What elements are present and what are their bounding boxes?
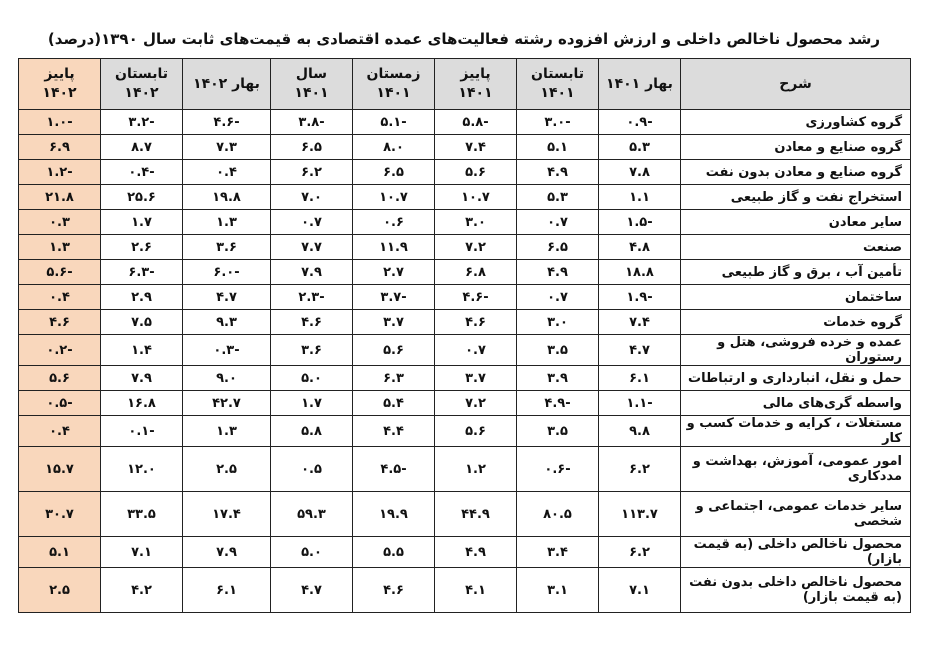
cell-value: ۵.۵ bbox=[353, 537, 435, 568]
row-label: عمده و خرده فروشی، هتل و رستوران bbox=[681, 335, 911, 366]
cell-value: ۳.۰ bbox=[435, 210, 517, 235]
cell-value: ۲.۵ bbox=[183, 447, 271, 492]
cell-value: ۵.۸ bbox=[271, 416, 353, 447]
table-row bbox=[19, 447, 911, 492]
cell-value: -۳.۷ bbox=[353, 285, 435, 310]
row-label: گروه کشاورزی bbox=[681, 110, 911, 135]
cell-value: ۴.۶ bbox=[435, 310, 517, 335]
row-label: صنعت bbox=[681, 235, 911, 260]
cell-value: ۳.۰ bbox=[517, 310, 599, 335]
cell-value: ۴۴.۹ bbox=[435, 492, 517, 537]
cell-value: ۳.۷ bbox=[435, 366, 517, 391]
cell-value: ۵۹.۳ bbox=[271, 492, 353, 537]
row-label: گروه خدمات bbox=[681, 310, 911, 335]
cell-value-highlighted: ۴.۶ bbox=[19, 310, 101, 335]
cell-value: -۳.۰ bbox=[517, 110, 599, 135]
cell-value-highlighted: ۲.۵ bbox=[19, 568, 101, 613]
cell-value: ۰.۷ bbox=[435, 335, 517, 366]
cell-value: ۰.۴ bbox=[183, 160, 271, 185]
cell-value: ۷.۹ bbox=[183, 537, 271, 568]
cell-value: ۱.۳ bbox=[183, 210, 271, 235]
row-label: سایر معادن bbox=[681, 210, 911, 235]
cell-value: ۰.۵ bbox=[271, 447, 353, 492]
cell-value-highlighted: -۰.۵ bbox=[19, 391, 101, 416]
column-header-period: زمستان ۱۴۰۱ bbox=[353, 59, 435, 110]
cell-value: ۸.۷ bbox=[101, 135, 183, 160]
cell-value: -۶.۳ bbox=[101, 260, 183, 285]
cell-value: ۰.۷ bbox=[271, 210, 353, 235]
cell-value: ۱.۲ bbox=[435, 447, 517, 492]
cell-value: ۶.۱ bbox=[183, 568, 271, 613]
cell-value: ۵.۳ bbox=[517, 185, 599, 210]
cell-value: ۳.۶ bbox=[271, 335, 353, 366]
table-row bbox=[19, 160, 911, 185]
column-header-description: شرح bbox=[681, 59, 911, 110]
cell-value: ۱۶.۸ bbox=[101, 391, 183, 416]
cell-value: ۱۷.۴ bbox=[183, 492, 271, 537]
cell-value: ۱۲.۰ bbox=[101, 447, 183, 492]
cell-value: ۲.۹ bbox=[101, 285, 183, 310]
cell-value: -۰.۶ bbox=[517, 447, 599, 492]
header-row bbox=[19, 59, 911, 110]
cell-value: ۱۹.۹ bbox=[353, 492, 435, 537]
cell-value-highlighted: ۵.۱ bbox=[19, 537, 101, 568]
cell-value: ۳.۵ bbox=[517, 335, 599, 366]
cell-value: -۰.۴ bbox=[101, 160, 183, 185]
cell-value: ۷.۹ bbox=[271, 260, 353, 285]
cell-value: -۱.۱ bbox=[599, 391, 681, 416]
table-row bbox=[19, 260, 911, 285]
cell-value: ۷.۲ bbox=[435, 391, 517, 416]
table-row bbox=[19, 185, 911, 210]
cell-value: ۴.۸ bbox=[599, 235, 681, 260]
cell-value: -۵.۸ bbox=[435, 110, 517, 135]
cell-value: ۱.۷ bbox=[271, 391, 353, 416]
cell-value: ۸.۰ bbox=[353, 135, 435, 160]
cell-value: -۵.۱ bbox=[353, 110, 435, 135]
row-label: امور عمومی، آموزش، بهداشت و مددکاری bbox=[681, 447, 911, 492]
row-label: محصول ناخالص داخلی بدون نفت (به قیمت بازار) bbox=[681, 568, 911, 613]
cell-value: ۶.۵ bbox=[353, 160, 435, 185]
cell-value: ۱۰.۷ bbox=[353, 185, 435, 210]
cell-value: ۱۸.۸ bbox=[599, 260, 681, 285]
cell-value: ۴.۹ bbox=[517, 260, 599, 285]
cell-value: ۵.۶ bbox=[435, 160, 517, 185]
table-row bbox=[19, 568, 911, 613]
cell-value: ۷.۵ bbox=[101, 310, 183, 335]
cell-value: ۳.۹ bbox=[517, 366, 599, 391]
table-row bbox=[19, 335, 911, 366]
cell-value: ۴.۹ bbox=[517, 160, 599, 185]
cell-value-highlighted: -۰.۲ bbox=[19, 335, 101, 366]
cell-value: ۴۲.۷ bbox=[183, 391, 271, 416]
cell-value-highlighted: ۱۵.۷ bbox=[19, 447, 101, 492]
row-label: گروه صنایع و معادن bbox=[681, 135, 911, 160]
cell-value: ۰.۷ bbox=[517, 210, 599, 235]
table-title: رشد محصول ناخالص داخلی و ارزش افزوده رشته فعالیت‌های عمده اقتصادی به قیمت‌های ثابت سال ۱۳۹۰(درصد) bbox=[47, 30, 881, 48]
cell-value: ۴.۹ bbox=[435, 537, 517, 568]
cell-value: ۶.۵ bbox=[517, 235, 599, 260]
cell-value: ۱۱.۹ bbox=[353, 235, 435, 260]
table-row bbox=[19, 110, 911, 135]
cell-value: -۰.۱ bbox=[101, 416, 183, 447]
cell-value: ۷.۲ bbox=[435, 235, 517, 260]
cell-value: ۳.۴ bbox=[517, 537, 599, 568]
cell-value: -۱.۹ bbox=[599, 285, 681, 310]
cell-value: ۷.۰ bbox=[271, 185, 353, 210]
cell-value: ۷.۱ bbox=[101, 537, 183, 568]
table-row bbox=[19, 416, 911, 447]
cell-value: ۷.۷ bbox=[271, 235, 353, 260]
column-header-period: بهار ۱۴۰۱ bbox=[599, 59, 681, 110]
column-header-period: تابستان ۱۴۰۱ bbox=[517, 59, 599, 110]
cell-value: ۰.۷ bbox=[517, 285, 599, 310]
table-body bbox=[19, 110, 911, 613]
cell-value: ۱.۷ bbox=[101, 210, 183, 235]
table-row bbox=[19, 210, 911, 235]
cell-value-highlighted: ۲۱.۸ bbox=[19, 185, 101, 210]
cell-value: ۴.۷ bbox=[599, 335, 681, 366]
cell-value-highlighted: ۶.۹ bbox=[19, 135, 101, 160]
cell-value: ۱۹.۸ bbox=[183, 185, 271, 210]
cell-value-highlighted: ۳۰.۷ bbox=[19, 492, 101, 537]
cell-value: ۲.۶ bbox=[101, 235, 183, 260]
cell-value: -۲.۳ bbox=[271, 285, 353, 310]
cell-value: -۰.۳ bbox=[183, 335, 271, 366]
cell-value: ۹.۳ bbox=[183, 310, 271, 335]
table-row bbox=[19, 391, 911, 416]
cell-value: ۴.۴ bbox=[353, 416, 435, 447]
cell-value: ۶.۵ bbox=[271, 135, 353, 160]
cell-value-highlighted: -۱.۲ bbox=[19, 160, 101, 185]
cell-value-highlighted: ۱.۳ bbox=[19, 235, 101, 260]
cell-value-highlighted: -۱.۰ bbox=[19, 110, 101, 135]
cell-value: ۱.۳ bbox=[183, 416, 271, 447]
table-row bbox=[19, 492, 911, 537]
cell-value: ۰.۶ bbox=[353, 210, 435, 235]
gdp-growth-table bbox=[18, 58, 911, 613]
row-label: مستغلات ، کرایه و خدمات کسب و کار bbox=[681, 416, 911, 447]
row-label: حمل و نقل، انبارداری و ارتباطات bbox=[681, 366, 911, 391]
cell-value: ۶.۳ bbox=[353, 366, 435, 391]
column-header-period: بهار ۱۴۰۲ bbox=[183, 59, 271, 110]
cell-value: ۸۰.۵ bbox=[517, 492, 599, 537]
cell-value: ۴.۲ bbox=[101, 568, 183, 613]
table-row bbox=[19, 366, 911, 391]
column-header-period: تابستان ۱۴۰۲ bbox=[101, 59, 183, 110]
table-row bbox=[19, 310, 911, 335]
row-label: استخراج نفت و گاز طبیعی bbox=[681, 185, 911, 210]
cell-value: ۴.۶ bbox=[353, 568, 435, 613]
cell-value: -۴.۹ bbox=[517, 391, 599, 416]
cell-value: ۹.۸ bbox=[599, 416, 681, 447]
cell-value: ۷.۴ bbox=[599, 310, 681, 335]
cell-value: ۵.۱ bbox=[517, 135, 599, 160]
row-label: محصول ناخالص داخلی (به قیمت بازار) bbox=[681, 537, 911, 568]
cell-value: -۶.۰ bbox=[183, 260, 271, 285]
cell-value: -۴.۶ bbox=[435, 285, 517, 310]
table-row bbox=[19, 135, 911, 160]
cell-value: ۲.۷ bbox=[353, 260, 435, 285]
cell-value: ۴.۷ bbox=[183, 285, 271, 310]
cell-value: ۳.۶ bbox=[183, 235, 271, 260]
cell-value-highlighted: ۰.۴ bbox=[19, 416, 101, 447]
cell-value: ۷.۱ bbox=[599, 568, 681, 613]
column-header-period: پاییز ۱۴۰۱ bbox=[435, 59, 517, 110]
cell-value: ۱.۱ bbox=[599, 185, 681, 210]
cell-value: ۵.۶ bbox=[353, 335, 435, 366]
cell-value: ۷.۸ bbox=[599, 160, 681, 185]
cell-value: ۱۰.۷ bbox=[435, 185, 517, 210]
row-label: تأمین آب ، برق و گاز طبیعی bbox=[681, 260, 911, 285]
cell-value: ۶.۲ bbox=[599, 537, 681, 568]
cell-value: ۶.۲ bbox=[271, 160, 353, 185]
row-label: ساختمان bbox=[681, 285, 911, 310]
column-header-period: پاییز ۱۴۰۲ bbox=[19, 59, 101, 110]
table-row bbox=[19, 235, 911, 260]
cell-value: ۶.۸ bbox=[435, 260, 517, 285]
cell-value: ۵.۶ bbox=[435, 416, 517, 447]
cell-value: ۵.۰ bbox=[271, 537, 353, 568]
row-label: واسطه گری‌های مالی bbox=[681, 391, 911, 416]
row-label: گروه صنایع و معادن بدون نفت bbox=[681, 160, 911, 185]
cell-value: ۴.۷ bbox=[271, 568, 353, 613]
cell-value: ۷.۹ bbox=[101, 366, 183, 391]
cell-value: -۱.۵ bbox=[599, 210, 681, 235]
cell-value: ۴.۶ bbox=[271, 310, 353, 335]
cell-value: -۰.۹ bbox=[599, 110, 681, 135]
cell-value: ۲۵.۶ bbox=[101, 185, 183, 210]
cell-value: -۴.۵ bbox=[353, 447, 435, 492]
cell-value: ۷.۴ bbox=[435, 135, 517, 160]
cell-value: ۳.۷ bbox=[353, 310, 435, 335]
cell-value: ۶.۲ bbox=[599, 447, 681, 492]
cell-value: ۶.۱ bbox=[599, 366, 681, 391]
cell-value: -۳.۲ bbox=[101, 110, 183, 135]
cell-value: ۴.۱ bbox=[435, 568, 517, 613]
cell-value-highlighted: ۵.۶ bbox=[19, 366, 101, 391]
cell-value: ۵.۳ bbox=[599, 135, 681, 160]
cell-value: ۳۳.۵ bbox=[101, 492, 183, 537]
row-label: سایر خدمات عمومی، اجتماعی و شخصی bbox=[681, 492, 911, 537]
cell-value: ۱۱۳.۷ bbox=[599, 492, 681, 537]
cell-value: -۳.۸ bbox=[271, 110, 353, 135]
cell-value: ۳.۱ bbox=[517, 568, 599, 613]
cell-value-highlighted: -۵.۶ bbox=[19, 260, 101, 285]
table-row bbox=[19, 285, 911, 310]
cell-value: ۹.۰ bbox=[183, 366, 271, 391]
cell-value: ۱.۴ bbox=[101, 335, 183, 366]
table-row bbox=[19, 537, 911, 568]
cell-value: ۳.۵ bbox=[517, 416, 599, 447]
cell-value: ۵.۴ bbox=[353, 391, 435, 416]
column-header-period: سال ۱۴۰۱ bbox=[271, 59, 353, 110]
cell-value: ۵.۰ bbox=[271, 366, 353, 391]
cell-value-highlighted: ۰.۴ bbox=[19, 285, 101, 310]
cell-value: -۴.۶ bbox=[183, 110, 271, 135]
cell-value-highlighted: ۰.۳ bbox=[19, 210, 101, 235]
cell-value: ۷.۳ bbox=[183, 135, 271, 160]
